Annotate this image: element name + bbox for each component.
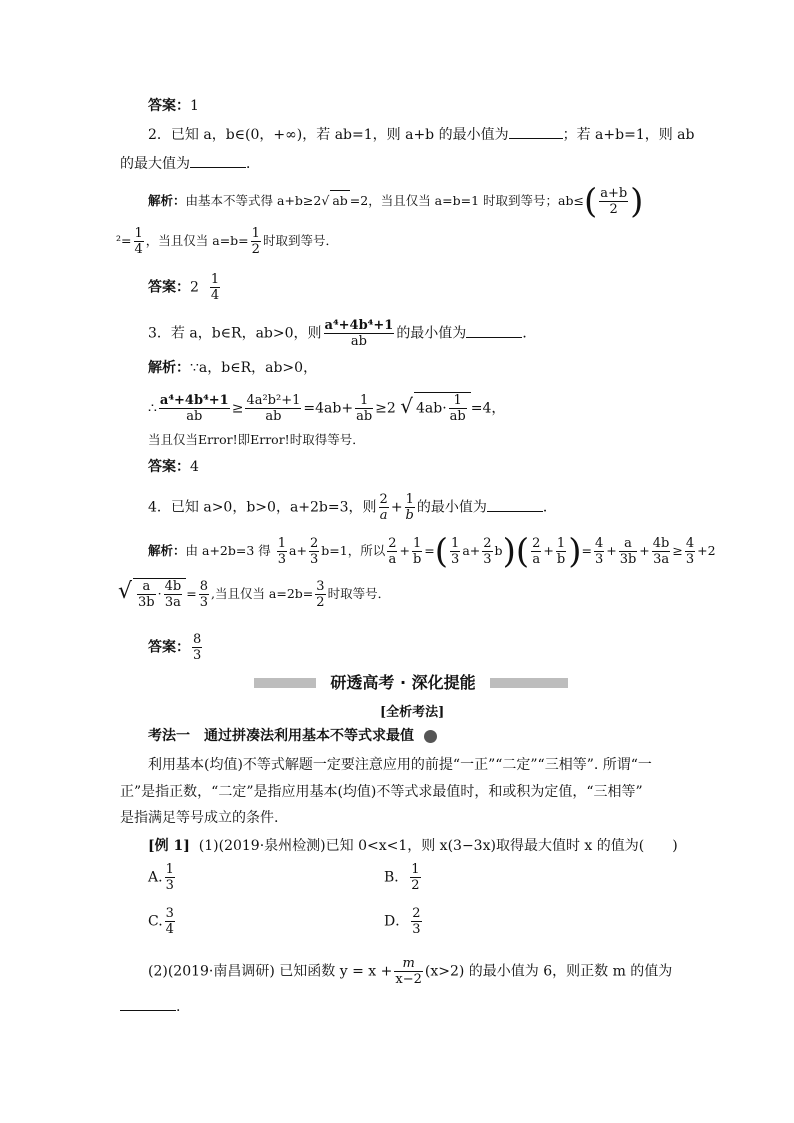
fraction: $\frac{1}{4}$ [134, 226, 143, 257]
fraction: $\frac{1}{ab}$ [356, 393, 373, 424]
question-text: ． [246, 156, 260, 172]
question-text: 4．已知 a>0，b>0，a+2b=3，则 [148, 499, 377, 516]
method-paragraph-1: 利用基本(均值)不等式解题一定要注意应用的前提“一正”“二定”“三相等”. 所谓“一 [148, 757, 652, 773]
fraction: $\frac{1}{2}$ [251, 226, 260, 257]
math-op: ≥ [231, 400, 244, 417]
analysis-label: 解析： [148, 193, 186, 208]
math-op: =4ab+ [303, 400, 354, 417]
question-4-answer [148, 632, 204, 663]
analysis-text: ²= [116, 233, 132, 248]
question-text: 3．若 a，b∈R，ab>0，则 [148, 325, 322, 342]
question-text: ． [542, 499, 557, 516]
sqrt-icon [400, 394, 413, 418]
question-3-derivation [148, 392, 505, 424]
sqrt-icon [118, 579, 132, 604]
math-op: =4， [470, 400, 506, 417]
option-a[interactable]: A. $\frac{1}{3}$ [148, 862, 174, 893]
question-text: 的最小值为 [416, 499, 487, 516]
example-label: [例 1] [148, 838, 190, 854]
question-2-analysis-2 [116, 226, 338, 257]
option-d[interactable]: D． $\frac{2}{3}$ [384, 906, 421, 937]
answer-label: 答案： [148, 279, 190, 296]
fraction: $\frac{8}{3}$ [193, 632, 202, 663]
answer-label: 答案： [148, 98, 190, 114]
fraction: $\frac{\text{a⁴+4b⁴+1}}{ab}$ [159, 393, 229, 424]
sqrt-body: ab [330, 190, 349, 211]
analysis-text: ，当且仅当 a=b= [145, 233, 249, 248]
answer-line [148, 96, 199, 116]
sqrt-body: $\frac{a}{3b}$ · $\frac{4b}{3a}$ [133, 578, 186, 610]
section-title: 研透高考 · 深化提能 [330, 673, 476, 692]
method-title: 考法一 通过拼凑法利用基本不等式求最值 [148, 726, 437, 746]
answer-value: 2 [190, 279, 199, 296]
question-3-condition: 当且仅当Error!即Error!时取得等号． [148, 432, 365, 447]
answer-blank [509, 124, 563, 139]
method-paragraph-3: 是指满足等号成立的条件. [120, 810, 279, 826]
question-4-analysis-2: √ $\frac{a}{3b}$ · $\frac{4b}{3a}$ = $\frac{8}{3}$ ,当且仅当 a=2b= $\frac{3}{2}$ 时取等号． [118, 578, 390, 610]
fraction: $\frac{\text{4a²b²+1}}{ab}$ [246, 393, 301, 424]
answer-blank [120, 996, 176, 1011]
example-text: (1)(2019·泉州检测)已知 0<x<1，则 x(3−3x)取得最大值时 x 的值为( ) [198, 838, 678, 854]
answer-blank [466, 323, 522, 338]
answer-label: 答案： [148, 459, 190, 475]
question-2-line-1 [148, 124, 694, 145]
option-c[interactable]: C. $\frac{3}{4}$ [148, 906, 174, 937]
answer-value: 4 [190, 459, 199, 475]
question-text: 2．已知 a，b∈(0，+∞)，若 ab=1，则 a+b 的最小值为 [148, 127, 509, 143]
question-3-stem [148, 318, 536, 349]
marker-dot-icon [424, 730, 437, 743]
math-op: + [390, 499, 403, 516]
question-2-analysis [148, 181, 644, 222]
question-4-stem [148, 492, 557, 523]
answer-blank [190, 153, 246, 168]
analysis-label: 解析： [148, 360, 190, 376]
example-1-part-2-blank: . [120, 996, 180, 1017]
answer-blank [487, 497, 543, 512]
fraction: $\frac{\text{a⁴+4b⁴+1}}{ab}$ [324, 318, 394, 349]
example-1-part-2: (2)(2019·南昌调研) 已知函数 y = x + $\frac{m}{x-2}$ (x>2) 的最小值为 6，则正数 m 的值为 [148, 956, 673, 987]
question-3-analysis [148, 358, 317, 378]
example-1-stem [148, 836, 678, 856]
analysis-text: 时取到等号． [262, 233, 338, 248]
question-4-analysis: 解析：由 a+2b=3 得 $\frac{1}{3}$ a+ $\frac{2}{3}$ b=1，所以 $\frac{2}{a}$ + $\frac{1}{b}$ =( $\frac{1}{3}$ a+ $\frac{2}{3}$ b)( $\frac{2}{a}$ + $\frac{1}{b}$ )= $\frac{4}{3}$ + $\frac{a}{3b}$ + $\frac{4b}{3a}$ ≥ $\frac{4}{3}$ +2 [148, 531, 716, 572]
fraction: $\frac{1}{b}$ [405, 492, 414, 523]
section-header [254, 672, 568, 694]
header-bar-right [490, 678, 568, 688]
option-b[interactable]: B． $\frac{1}{2}$ [384, 862, 420, 893]
therefore-symbol: ∴ [148, 400, 157, 417]
answer-value: 1 [190, 98, 199, 114]
fraction: $\frac{2}{a}$ [379, 492, 388, 523]
question-text: ；若 a+b=1，则 ab [562, 127, 695, 143]
question-2-answer [148, 272, 222, 303]
analysis-text: 由基本不等式得 a+b≥2 [185, 193, 322, 208]
method-paragraph-2: 正”是指正数，“二定”是指应用基本(均值)不等式求最值时，和或积为定值，“三相等” [120, 784, 643, 800]
question-text: 的最大值为 [120, 156, 190, 172]
header-bar-left [254, 678, 316, 688]
fraction: $\frac{1}{4}$ [210, 272, 220, 303]
left-paren: ( [583, 181, 598, 222]
analysis-text: =2，当且仅当 a=b=1 时取到等号；ab≤ [349, 193, 584, 208]
analysis-text: ∵a，b∈R，ab>0， [190, 360, 318, 376]
question-text: ． [522, 325, 537, 342]
math-op: ≥2 [375, 400, 396, 417]
question-2-line-2 [120, 153, 260, 174]
question-3-answer [148, 457, 199, 477]
sqrt-icon [321, 193, 329, 208]
right-paren: ) [630, 181, 644, 222]
fraction: $\frac{a+b}{2}$ [600, 186, 628, 217]
sqrt-body: 4ab· $\frac{1}{ab}$ [414, 392, 471, 424]
question-text: 的最小值为 [396, 325, 467, 342]
answer-label: 答案： [148, 639, 190, 656]
analysis-label: 解析： [148, 543, 186, 558]
section-subtitle: [全析考法] [380, 705, 445, 720]
